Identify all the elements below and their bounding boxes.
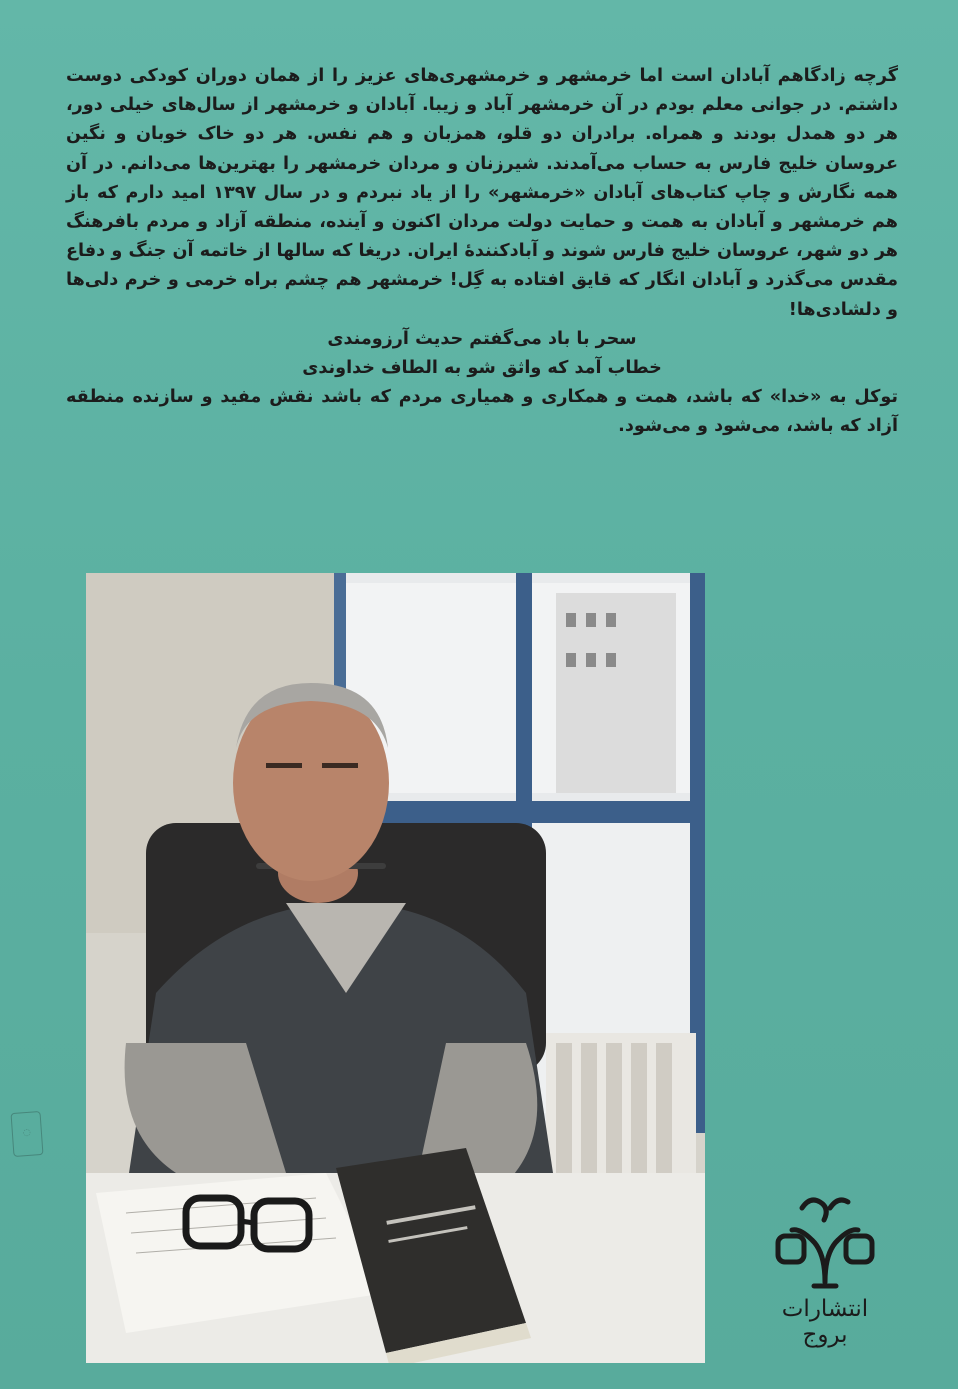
- main-paragraph: گرچه زادگاهم آبادان است اما خرمشهر و خرمشهری‌های عزیز را از همان دوران کودکی دوست داشتم. در جوانی معلم بودم در آن خرمشهر آباد و زیبا. آبادان و خرمشهر از سال‌های خیلی دور، هر دو همدل بودند و همراه. برادران دو قلو، همزبان و هم نفس. هر دو خاک خوبان و نگین عروسان خلیج فارس به حساب می‌آمدند. شیرزنان و مردان خرمشهر را بهترین‌ها می‌دانم. در آن همه نگارش و چاپ کتاب‌های آبادان «خرمشهر» را از یاد نبردم و در سال ۱۳۹۷ امید دارم که باز هم خرمشهر و آبادان به همت و حمایت دولت مردان اکنون و آینده، منطقه آزاد و مردم بافرهنگ هر دو شهر، عروسان خلیج فارس شوند و آبادکنندهٔ ایران. دریغا که سالها از خاتمه آن جنگ و دفاع مقدس می‌گذرد و آبادان انگار که قایق افتاده به گِل! خرمشهر هم چشم براه خرمی و خرم دلی‌ها و دلشادی‌ها!: [66, 66, 898, 320]
- verse-line-1: سحر با باد می‌گفتم حدیث آرزومندی: [327, 328, 637, 349]
- closing-paragraph: توکل به «خدا» که باشد، همت و همکاری و همیاری مردم که باشد نقش مفید و سازنده منطقه آزاد که باشد، می‌شود و می‌شود.: [66, 387, 898, 437]
- back-cover-text: [66, 62, 898, 442]
- publisher-name: انتشارات بروج: [781, 1296, 869, 1348]
- author-photo: [86, 573, 705, 1363]
- publisher-logo: [772, 1190, 878, 1348]
- verse-line-2: خطاب آمد که واثق شو به الطاف خداوندی: [302, 358, 662, 379]
- publisher-emblem-icon: [772, 1190, 878, 1294]
- library-stamp: ◌: [11, 1111, 44, 1157]
